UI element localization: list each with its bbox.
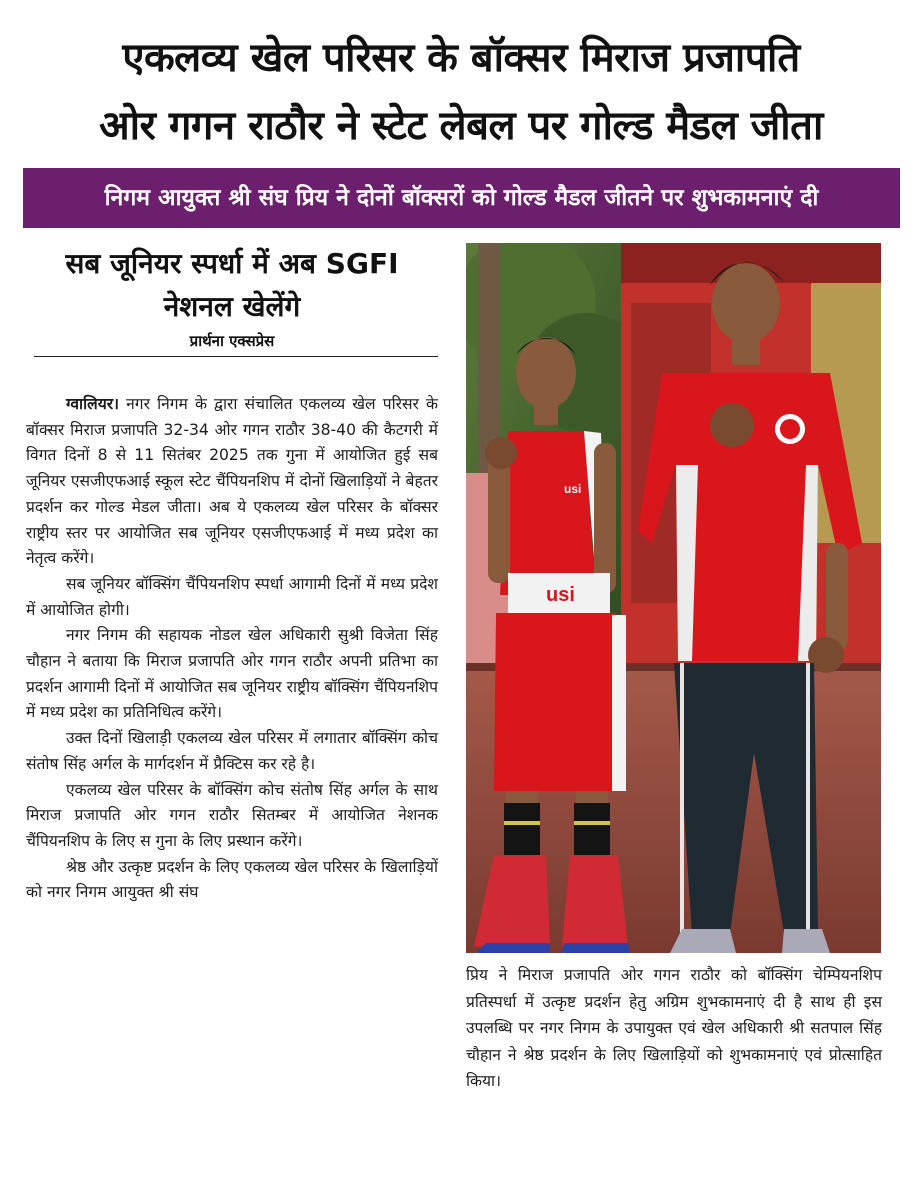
article-paragraph: उक्त दिनों खिलाड़ी एकलव्य खेल परिसर में लगातार बॉक्सिंग कोच संतोष सिंह अर्गल के मार्गदर्शन में प्रैक्टिस कर रहे है। bbox=[26, 729, 438, 773]
column-heading-line-2: नेशनल खेलेंगे bbox=[163, 290, 301, 323]
headline-line-1: एकलव्य खेल परिसर के बॉक्सर मिराज प्रजापति bbox=[122, 35, 800, 81]
boxers-photo bbox=[466, 243, 881, 953]
article-paragraph: श्रेष्ठ और उत्कृष्ट प्रदर्शन के लिए एकलव्य खेल परिसर के खिलाड़ियों को नगर निगम आयुक्त श्री संघ bbox=[26, 857, 438, 902]
article-paragraph: एकलव्य खेल परिसर के बॉक्सिंग कोच संतोष सिंह अर्गल के साथ मिराज प्रजापति ओर गगन राठौर सितम्बर में आयोजित नेशनक चैंपियनशिप के लिए स गुना के लिए प्रस्थान करेंगे। bbox=[26, 780, 438, 850]
headline-line-2: ओर गगन राठौर ने स्टेट लेबल पर गोल्ड मैडल जीता bbox=[99, 103, 823, 149]
article-body-right bbox=[466, 962, 882, 1095]
article-body-left bbox=[26, 392, 438, 906]
byline: प्रार्थना एक्सप्रेस bbox=[189, 332, 275, 350]
column-heading-line-1: सब जूनियर स्पर्धा में अब SGFI bbox=[65, 247, 399, 280]
article-continuation: प्रिय ने मिराज प्रजापति ओर गगन राठौर को बॉक्सिंग चेम्पियनशिप प्रतिस्पर्धा में उत्कृष्ट प्रदर्शन हेतु अग्रिम शुभकामनाएं दी है साथ ही इस उपलब्धि पर नगर निगम के उपायुक्त एवं खेल अधिकारी श्री सतपाल सिंह चौहान ने श्रेष्ठ प्रदर्शन के लिए खिलाड़ियों को शुभकामनाएं एवं प्रोत्साहित किया। bbox=[466, 966, 882, 1090]
subheadline-banner: निगम आयुक्त श्री संघ प्रिय ने दोनों बॉक्सरों को गोल्ड मैडल जीतने पर शुभकामनाएं दी bbox=[23, 168, 900, 228]
article-paragraph: सब जूनियर बॉक्सिंग चैंपियनशिप स्पर्धा आगामी दिनों में मध्य प्रदेश में आयोजित होगी। bbox=[26, 574, 438, 619]
paragraph-text: नगर निगम के द्वारा संचालित एकलव्य खेल परिसर के बॉक्सर मिराज प्रजापति 32-34 ओर गगन राठौर 38-40 की कैटगरी में विगत दिनों 8 से 11 सितंबर 2025 तक गुना में आयोजित हुई सब जूनियर एसजीएफआई स्कूल स्टेट चैंपियनशिप में दोनों खिलाड़ियों ने बेहतर प्रदर्शन कर गोल्ड मेडल जीता। अब ये एकलव्य खेल परिसर के बॉक्सर राष्ट्रीय स्तर पर आयोजित सब जूनियर एसजीएफआई में मध्य प्रदेश का नेतृत्व करेंगे। bbox=[26, 395, 438, 568]
vest-logo: usi bbox=[546, 584, 575, 606]
vest-chest-logo: usi bbox=[564, 482, 582, 496]
byline-divider bbox=[34, 356, 438, 357]
article-paragraph: नगर निगम की सहायक नोडल खेल अधिकारी सुश्री विजेता सिंह चौहान ने बताया कि मिराज प्रजापति ओर गगन राठौर अपनी प्रतिभा का प्रदर्शन आगामी दिनों में आयोजित सब जूनियर राष्ट्रीय बॉक्सिंग चैंपियनशिप में मध्य प्रदेश का प्रतिनिधित्व करेंगे। bbox=[26, 626, 438, 722]
dateline: ग्वालियर। bbox=[66, 395, 120, 413]
article-paragraph bbox=[26, 392, 438, 572]
